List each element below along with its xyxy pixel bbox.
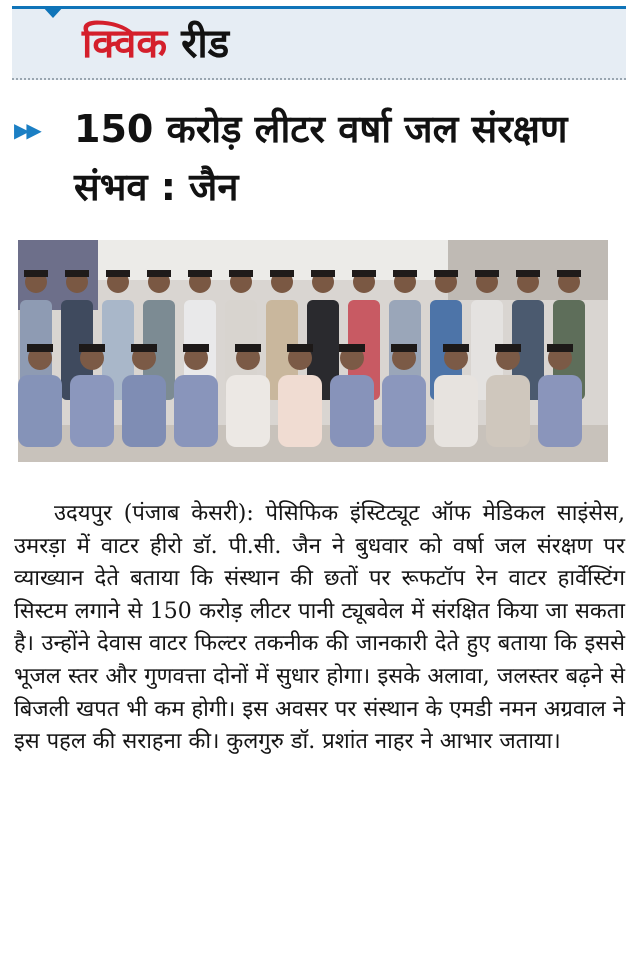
article-body: उदयपुर (पंजाब केसरी): पेसिफिक इंस्टिट्यूट ऑफ मेडिकल साइंसेस, उमरड़ा में वाटर हीरो डॉ. पी.सी. जैन ने बुधवार को वर्षा जल संरक्षण पर व्याख्यान देते बताया कि संस्थान की छतों पर रूफटॉप रेन वाटर हार्वेस्टिंग सिस्टम लगाने से 150 करोड़ लीटर पानी ट्यूबवेल में संरक्षित किया जा सकता है। उन्होंने देवास वाटर फिल्टर तकनीक की जानकारी देते हुए बताया कि इससे भूजल स्तर और गुणवत्ता दोनों में सुधार होगा। इसके अलावा, जलस्तर बढ़ने से बिजली खपत भी कम होगी। इस अवसर पर संस्थान के एमडी नमन अग्रवाल ने इस पहल की सराहना की। कुलगुरु डॉ. प्रशांत नाहर ने आभार जताया। bbox=[14, 501, 625, 755]
section-label-red: क्विक bbox=[82, 21, 168, 67]
article-headline: 150 करोड़ लीटर वर्षा जल संरक्षण संभव : जैन bbox=[74, 107, 568, 209]
section-label bbox=[82, 19, 229, 69]
section-label-black: रीड bbox=[181, 21, 230, 67]
quick-read-header bbox=[12, 6, 626, 80]
group-photo-illustration bbox=[18, 240, 608, 462]
double-chevron-right-icon: ▶▶ bbox=[14, 118, 39, 142]
group-photo bbox=[18, 240, 608, 462]
header-notch bbox=[42, 6, 64, 18]
